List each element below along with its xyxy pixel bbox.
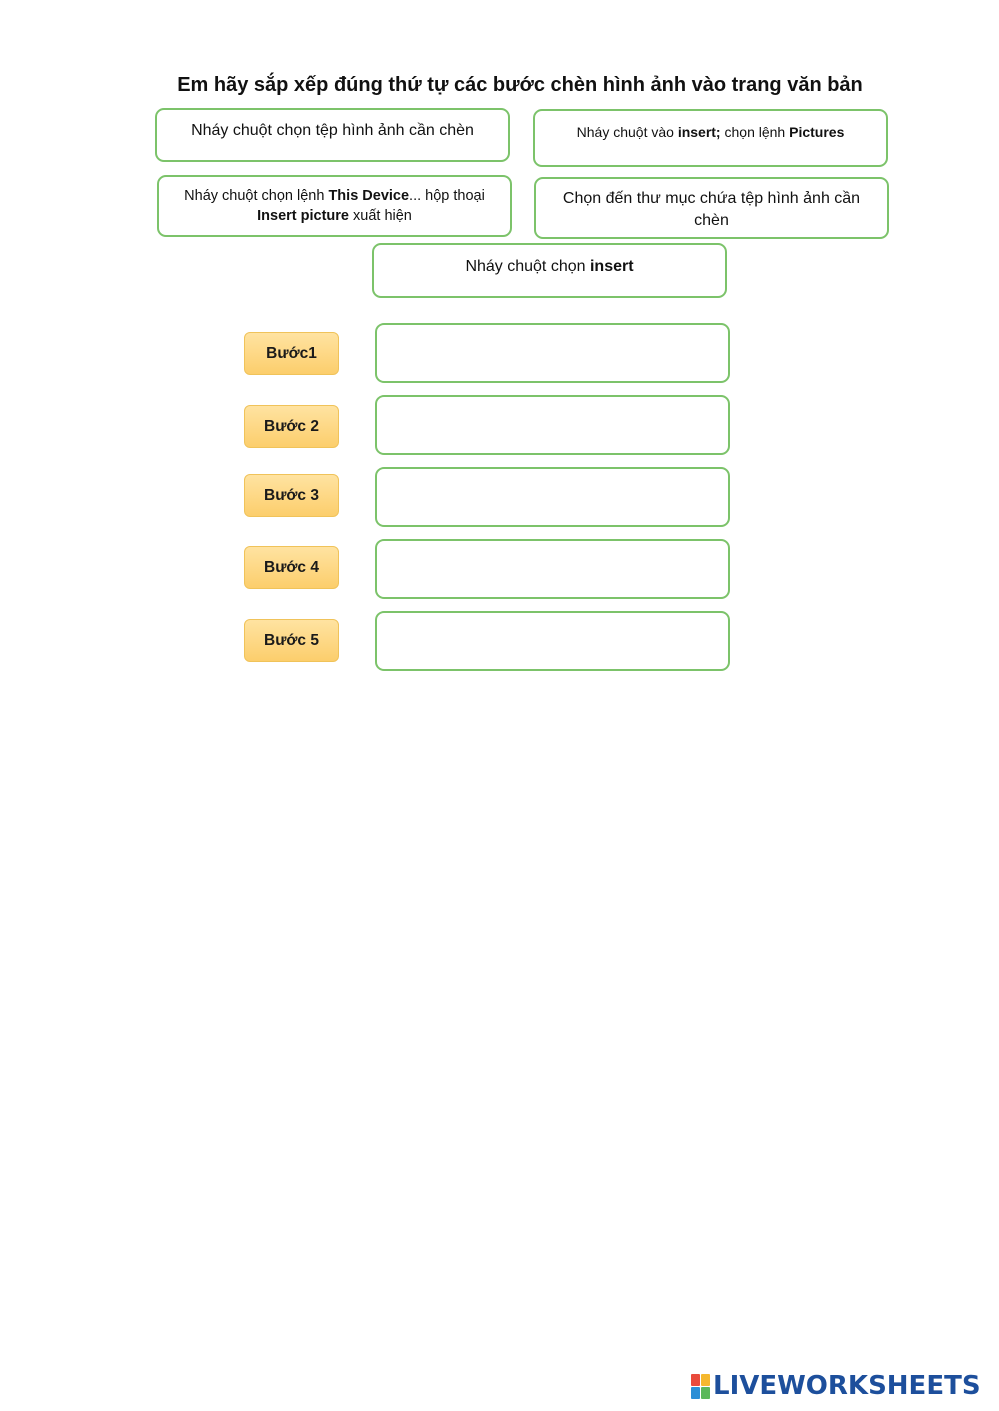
answer-card-1-text: Nháy chuột chọn tệp hình ảnh cần chèn [191, 122, 474, 139]
logo-text: LIVEWORKSHEETS [713, 1371, 981, 1401]
answer-card-5-text: insert [589, 258, 634, 275]
answer-card-3[interactable] [157, 175, 512, 237]
answer-card-3-text: Nháy chuột chọn lệnh [184, 188, 329, 204]
drop-slot-3[interactable] [375, 467, 730, 527]
answer-card-2-text: chọn lệnh [720, 124, 790, 140]
answer-card-2-text: insert; [677, 124, 721, 140]
liveworksheets-mark-icon [691, 1374, 710, 1399]
worksheet-title: Em hãy sắp xếp đúng thứ tự các bước chèn hình ảnh vào trang văn bản [177, 74, 863, 96]
answer-card-5-text: Nháy chuột chọn [465, 258, 590, 275]
step-label-1: Bước1 [244, 332, 339, 375]
answer-card-2[interactable] [533, 109, 888, 167]
drop-slot-1[interactable] [375, 323, 730, 383]
answer-card-2-text: Pictures [789, 124, 845, 140]
answer-card-3-text: This Device [328, 188, 410, 204]
drop-slot-4[interactable] [375, 539, 730, 599]
answer-card-3-text: Insert picture [257, 207, 349, 224]
step-label-3: Bước 3 [244, 474, 339, 517]
drop-slot-2[interactable] [375, 395, 730, 455]
answer-card-2-text: Nháy chuột vào [576, 124, 678, 140]
answer-card-4-text: Chọn đến thư mục chứa tệp hình ảnh cần chèn [562, 190, 861, 229]
answer-card-1[interactable] [155, 108, 510, 162]
drop-slot-5[interactable] [375, 611, 730, 671]
liveworksheets-logo [691, 1372, 981, 1400]
answer-card-3-text: ... hộp thoại [409, 188, 485, 204]
answer-card-5[interactable] [372, 243, 727, 298]
step-label-2: Bước 2 [244, 405, 339, 448]
step-label-5: Bước 5 [244, 619, 339, 662]
step-label-4: Bước 4 [244, 546, 339, 589]
answer-card-4[interactable] [534, 177, 889, 239]
answer-card-3-text: xuất hiện [348, 207, 412, 224]
